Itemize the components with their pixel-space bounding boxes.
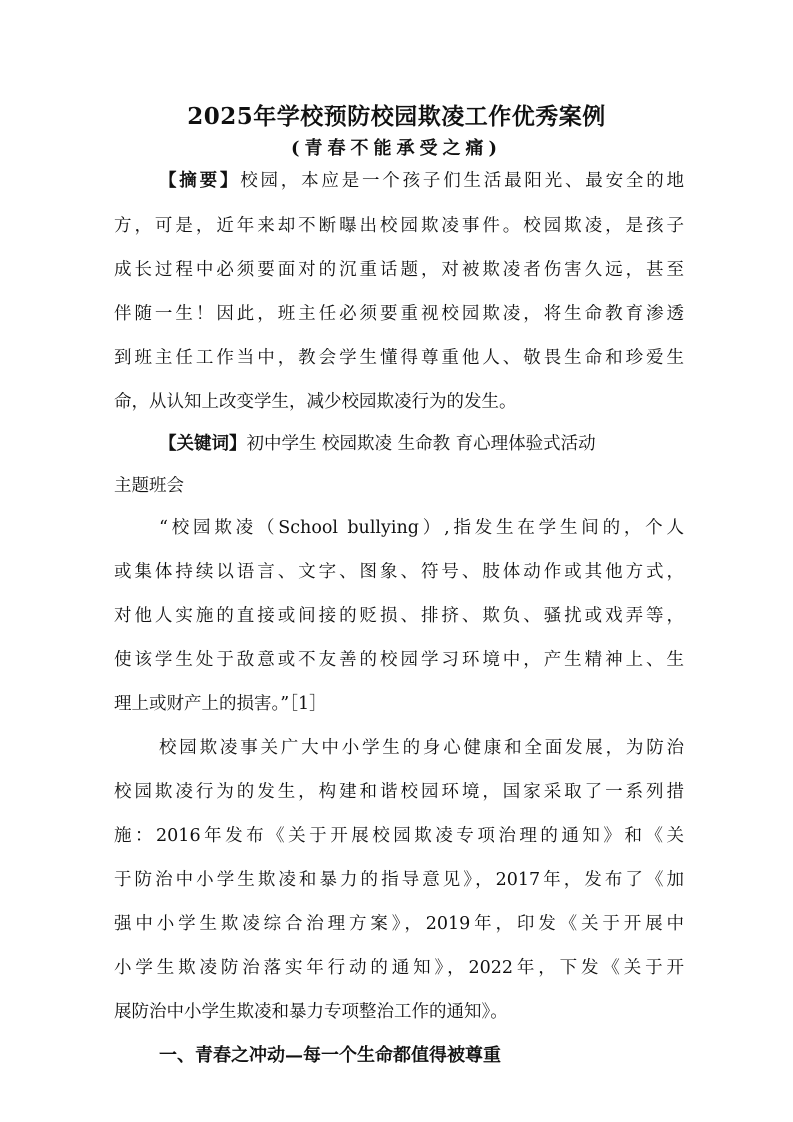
document-title: 2025年学校预防校园欺凌工作优秀案例 [187, 103, 606, 130]
abstract-line: 伴随一生！因此，班主任必须要重视校园欺凌，将生命教育渗透 [114, 304, 684, 324]
section-heading: 一、青春之冲动—每一个生命都值得被尊重 [159, 1045, 501, 1066]
abstract-line [159, 169, 684, 193]
paragraph-line: 使该学生处于敌意或不友善的校园学习环境中，产生精神上、生 [114, 650, 684, 670]
abstract-line: 到班主任工作当中，教会学生懂得尊重他人、敬畏生命和珍爱生 [114, 348, 684, 368]
paragraph-line: 理上或财产上的损害。”［1］ [114, 694, 327, 714]
paragraph-line: 校园欺凌行为的发生，构建和谐校园环境，国家采取了一系列措 [114, 782, 684, 802]
paragraph-line: 校园欺凌事关广大中小学生的身心健康和全面发展，为防治 [159, 738, 684, 758]
keywords-line: 主题班会 [114, 476, 184, 496]
abstract-line: 方，可是，近年来却不断曝出校园欺凌事件。校园欺凌，是孩子 [114, 216, 684, 236]
paragraph-line: 强中小学生欺凌综合治理方案》，2019年，印发《关于开展中 [114, 914, 684, 934]
paragraph-line: 或集体持续以语言、文字、图象、符号、肢体动作或其他方式， [114, 562, 684, 582]
abstract-line: 命，从认知上改变学生，减少校园欺凌行为的发生。 [114, 392, 517, 412]
paragraph-line: 施：2016年发布《关于开展校园欺凌专项治理的通知》和《关 [114, 826, 684, 846]
paragraph-line: “校园欺凌（School bullying）,指发生在学生间的，个人 [159, 518, 684, 538]
keywords-label: 【关键词】 [159, 434, 247, 454]
paragraph-line: 小学生欺凌防治落实年行动的通知》，2022年，下发《关于开 [114, 958, 684, 978]
paragraph-line: 对他人实施的直接或间接的贬损、排挤、欺负、骚扰或戏弄等， [114, 606, 684, 626]
abstract-line: 成长过程中必须要面对的沉重话题，对被欺凌者伤害久远，甚至 [114, 260, 684, 280]
paragraph-line: 展防治中小学生欺凌和暴力专项整治工作的通知》。 [114, 1002, 508, 1022]
document-subtitle: (青春不能承受之痛) [290, 138, 503, 159]
paragraph-line: 于防治中小学生欺凌和暴力的指导意见》，2017年，发布了《加 [114, 870, 684, 890]
keywords-line [159, 432, 684, 456]
keywords-text: 初中学生 校园欺凌 生命教 育心理体验式活动 [246, 434, 596, 454]
abstract-text: 校园，本应是一个孩子们生活最阳光、最安全的地 [240, 171, 684, 191]
abstract-label: 【摘要】 [159, 171, 241, 191]
